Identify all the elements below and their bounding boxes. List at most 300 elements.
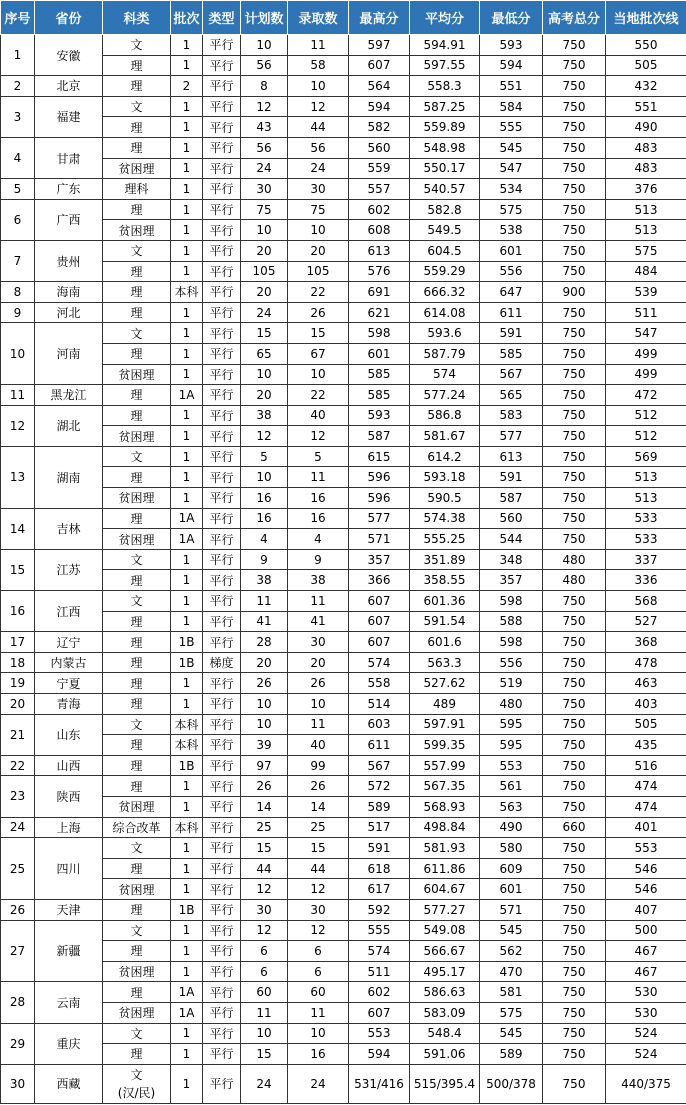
- table-row: [1, 508, 686, 529]
- planned-cell: 15: [241, 323, 288, 344]
- max-score-cell: 582: [349, 117, 410, 138]
- total-score-cell: 750: [543, 467, 606, 488]
- max-score-cell: 514: [349, 694, 410, 715]
- total-score-cell: 750: [543, 961, 606, 982]
- type-cell: 平行: [203, 776, 241, 797]
- avg-score-cell: 548.4: [410, 1023, 480, 1044]
- table-row: [1, 673, 686, 694]
- min-score-cell: 588: [480, 611, 543, 632]
- planned-cell: 10: [241, 467, 288, 488]
- province-name: 辽宁: [35, 632, 103, 653]
- min-score-cell: 553: [480, 755, 543, 776]
- type-cell: 平行: [203, 117, 241, 138]
- batch-line-cell: 546: [606, 879, 686, 900]
- admitted-cell: 38: [288, 570, 349, 591]
- batch-cell: 本科: [171, 817, 203, 838]
- min-score-cell: 601: [480, 240, 543, 261]
- province-name: 广东: [35, 179, 103, 200]
- planned-cell: 56: [241, 137, 288, 158]
- table-row: [1, 1002, 686, 1023]
- planned-cell: 24: [241, 158, 288, 179]
- table-row: [1, 282, 686, 303]
- batch-cell: 1B: [171, 899, 203, 920]
- total-score-cell: 750: [543, 591, 606, 612]
- avg-score-cell: 549.08: [410, 920, 480, 941]
- admitted-cell: 22: [288, 385, 349, 406]
- province-name: 内蒙古: [35, 652, 103, 673]
- batch-cell: 1: [171, 920, 203, 941]
- province-name: 湖南: [35, 446, 103, 508]
- type-cell: 平行: [203, 941, 241, 962]
- batch-cell: 1: [171, 323, 203, 344]
- min-score-cell: 595: [480, 714, 543, 735]
- max-score-cell: 594: [349, 96, 410, 117]
- row-number: 25: [1, 838, 35, 900]
- planned-cell: 65: [241, 343, 288, 364]
- min-score-cell: 519: [480, 673, 543, 694]
- avg-score-cell: 574: [410, 364, 480, 385]
- total-score-cell: 750: [543, 405, 606, 426]
- admitted-cell: 5: [288, 446, 349, 467]
- max-score-cell: 607: [349, 55, 410, 76]
- table-row: [1, 302, 686, 323]
- track-cell: 理: [103, 76, 171, 97]
- min-score-cell: 575: [480, 1002, 543, 1023]
- planned-cell: 14: [241, 796, 288, 817]
- max-score-cell: 607: [349, 611, 410, 632]
- table-row: [1, 591, 686, 612]
- column-header: 科类: [103, 1, 171, 35]
- total-score-cell: 480: [543, 570, 606, 591]
- total-score-cell: 750: [543, 611, 606, 632]
- max-score-cell: 557: [349, 179, 410, 200]
- batch-line-cell: 547: [606, 323, 686, 344]
- avg-score-cell: 559.89: [410, 117, 480, 138]
- max-score-cell: 591: [349, 838, 410, 859]
- batch-line-cell: 533: [606, 508, 686, 529]
- province-name: 黑龙江: [35, 385, 103, 406]
- admitted-cell: 40: [288, 405, 349, 426]
- type-cell: 平行: [203, 199, 241, 220]
- avg-score-cell: 614.2: [410, 446, 480, 467]
- batch-cell: 1: [171, 549, 203, 570]
- type-cell: 平行: [203, 879, 241, 900]
- max-score-cell: 607: [349, 632, 410, 653]
- min-score-cell: 571: [480, 899, 543, 920]
- row-number: 26: [1, 899, 35, 920]
- batch-line-cell: 524: [606, 1023, 686, 1044]
- batch-line-cell: 513: [606, 199, 686, 220]
- admitted-cell: 16: [288, 508, 349, 529]
- batch-line-cell: 530: [606, 982, 686, 1003]
- type-cell: 平行: [203, 735, 241, 756]
- planned-cell: 16: [241, 508, 288, 529]
- admitted-cell: 12: [288, 96, 349, 117]
- type-cell: 平行: [203, 467, 241, 488]
- admitted-cell: 12: [288, 879, 349, 900]
- admitted-cell: 30: [288, 632, 349, 653]
- table-row: [1, 611, 686, 632]
- total-score-cell: 750: [543, 261, 606, 282]
- min-score-cell: 480: [480, 694, 543, 715]
- type-cell: 平行: [203, 55, 241, 76]
- type-cell: 平行: [203, 1044, 241, 1065]
- row-number: 29: [1, 1023, 35, 1064]
- batch-cell: 1: [171, 364, 203, 385]
- total-score-cell: 750: [543, 1023, 606, 1044]
- admitted-cell: 15: [288, 838, 349, 859]
- table-row: [1, 179, 686, 200]
- max-score-cell: 602: [349, 199, 410, 220]
- planned-cell: 8: [241, 76, 288, 97]
- row-number: 27: [1, 920, 35, 982]
- batch-line-cell: 569: [606, 446, 686, 467]
- batch-cell: 1: [171, 611, 203, 632]
- total-score-cell: 750: [543, 1044, 606, 1065]
- planned-cell: 43: [241, 117, 288, 138]
- table-row: [1, 364, 686, 385]
- track-cell: 贫困理: [103, 158, 171, 179]
- batch-line-cell: 376: [606, 179, 686, 200]
- admitted-cell: 56: [288, 137, 349, 158]
- batch-line-cell: 527: [606, 611, 686, 632]
- province-name: 天津: [35, 899, 103, 920]
- batch-line-cell: 484: [606, 261, 686, 282]
- min-score-cell: 545: [480, 1023, 543, 1044]
- avg-score-cell: 568.93: [410, 796, 480, 817]
- table-row: [1, 426, 686, 447]
- planned-cell: 10: [241, 694, 288, 715]
- type-cell: 平行: [203, 426, 241, 447]
- admitted-cell: 20: [288, 652, 349, 673]
- batch-line-cell: 513: [606, 467, 686, 488]
- min-score-cell: 587: [480, 488, 543, 509]
- track-cell: 理: [103, 982, 171, 1003]
- batch-cell: 1: [171, 591, 203, 612]
- column-header: 高考总分: [543, 1, 606, 35]
- avg-score-cell: 601.6: [410, 632, 480, 653]
- table-row: [1, 838, 686, 859]
- total-score-cell: 750: [543, 323, 606, 344]
- avg-score-cell: 563.3: [410, 652, 480, 673]
- admitted-cell: 99: [288, 755, 349, 776]
- table-row: [1, 920, 686, 941]
- planned-cell: 39: [241, 735, 288, 756]
- max-score-cell: 597: [349, 35, 410, 56]
- track-cell: 贫困理: [103, 961, 171, 982]
- type-cell: 平行: [203, 982, 241, 1003]
- avg-score-cell: 593.6: [410, 323, 480, 344]
- avg-score-cell: 597.55: [410, 55, 480, 76]
- planned-cell: 6: [241, 961, 288, 982]
- track-cell: 理: [103, 776, 171, 797]
- total-score-cell: 750: [543, 529, 606, 550]
- admitted-cell: 12: [288, 920, 349, 941]
- batch-line-cell: 483: [606, 158, 686, 179]
- batch-cell: 1: [171, 858, 203, 879]
- batch-line-cell: 575: [606, 240, 686, 261]
- avg-score-cell: 593.18: [410, 467, 480, 488]
- type-cell: 平行: [203, 1023, 241, 1044]
- batch-cell: 1: [171, 796, 203, 817]
- type-cell: 平行: [203, 673, 241, 694]
- batch-line-cell: 483: [606, 137, 686, 158]
- batch-line-cell: 500: [606, 920, 686, 941]
- batch-cell: 1: [171, 137, 203, 158]
- total-score-cell: 750: [543, 652, 606, 673]
- row-number: 16: [1, 591, 35, 632]
- min-score-cell: 598: [480, 591, 543, 612]
- province-name: 陕西: [35, 776, 103, 817]
- province-name: 广西: [35, 199, 103, 240]
- total-score-cell: 750: [543, 35, 606, 56]
- avg-score-cell: 587.79: [410, 343, 480, 364]
- min-score-cell: 357: [480, 570, 543, 591]
- province-name: 山西: [35, 755, 103, 776]
- planned-cell: 25: [241, 817, 288, 838]
- admitted-cell: 44: [288, 117, 349, 138]
- batch-line-cell: 467: [606, 961, 686, 982]
- batch-cell: 1A: [171, 508, 203, 529]
- track-cell: 贫困理: [103, 529, 171, 550]
- batch-cell: 1B: [171, 755, 203, 776]
- type-cell: 平行: [203, 302, 241, 323]
- track-cell: 文: [103, 714, 171, 735]
- table-row: [1, 714, 686, 735]
- row-number: 11: [1, 385, 35, 406]
- admitted-cell: 11: [288, 591, 349, 612]
- track-cell: 理: [103, 343, 171, 364]
- planned-cell: 6: [241, 941, 288, 962]
- max-score-cell: 602: [349, 982, 410, 1003]
- planned-cell: 12: [241, 879, 288, 900]
- total-score-cell: 750: [543, 694, 606, 715]
- avg-score-cell: 666.32: [410, 282, 480, 303]
- column-header: 当地批次线: [606, 1, 686, 35]
- column-header: 类型: [203, 1, 241, 35]
- track-cell: 理: [103, 55, 171, 76]
- avg-score-cell: 597.91: [410, 714, 480, 735]
- province-name: 青海: [35, 694, 103, 715]
- admitted-cell: 44: [288, 858, 349, 879]
- table-row: [1, 1044, 686, 1065]
- batch-line-cell: 368: [606, 632, 686, 653]
- avg-score-cell: 577.24: [410, 385, 480, 406]
- column-header: 平均分: [410, 1, 480, 35]
- total-score-cell: 750: [543, 117, 606, 138]
- batch-line-cell: 530: [606, 1002, 686, 1023]
- table-row: [1, 117, 686, 138]
- avg-score-cell: 549.5: [410, 220, 480, 241]
- planned-cell: 16: [241, 488, 288, 509]
- track-cell: 文: [103, 446, 171, 467]
- track-cell: 理: [103, 282, 171, 303]
- row-number: 13: [1, 446, 35, 508]
- max-score-cell: 576: [349, 261, 410, 282]
- track-cell: 理: [103, 941, 171, 962]
- track-cell: 理: [103, 137, 171, 158]
- batch-cell: 1: [171, 673, 203, 694]
- province-name: 河北: [35, 302, 103, 323]
- type-cell: 平行: [203, 899, 241, 920]
- province-name: 河南: [35, 323, 103, 385]
- total-score-cell: 750: [543, 673, 606, 694]
- table-row: [1, 817, 686, 838]
- min-score-cell: 470: [480, 961, 543, 982]
- avg-score-cell: 599.35: [410, 735, 480, 756]
- type-cell: 平行: [203, 158, 241, 179]
- province-name: 西藏: [35, 1064, 103, 1103]
- total-score-cell: 750: [543, 941, 606, 962]
- province-name: 吉林: [35, 508, 103, 549]
- min-score-cell: 591: [480, 323, 543, 344]
- total-score-cell: 750: [543, 343, 606, 364]
- planned-cell: 15: [241, 838, 288, 859]
- type-cell: 平行: [203, 549, 241, 570]
- table-row: [1, 694, 686, 715]
- admitted-cell: 10: [288, 76, 349, 97]
- total-score-cell: 750: [543, 446, 606, 467]
- max-score-cell: 567: [349, 755, 410, 776]
- admitted-cell: 12: [288, 426, 349, 447]
- admitted-cell: 26: [288, 302, 349, 323]
- admitted-cell: 30: [288, 899, 349, 920]
- batch-line-cell: 472: [606, 385, 686, 406]
- track-cell: 贫困理: [103, 220, 171, 241]
- row-number: 18: [1, 652, 35, 673]
- column-header: 录取数: [288, 1, 349, 35]
- min-score-cell: 598: [480, 632, 543, 653]
- table-row: [1, 55, 686, 76]
- table-row: [1, 529, 686, 550]
- batch-cell: 1: [171, 343, 203, 364]
- total-score-cell: 750: [543, 426, 606, 447]
- batch-line-cell: 513: [606, 488, 686, 509]
- min-score-cell: 591: [480, 467, 543, 488]
- row-number: 7: [1, 240, 35, 281]
- max-score-cell: 601: [349, 343, 410, 364]
- avg-score-cell: 591.54: [410, 611, 480, 632]
- batch-cell: 1: [171, 179, 203, 200]
- batch-cell: 1B: [171, 652, 203, 673]
- admitted-cell: 15: [288, 323, 349, 344]
- avg-score-cell: 351.89: [410, 549, 480, 570]
- batch-cell: 1: [171, 941, 203, 962]
- row-number: 3: [1, 96, 35, 137]
- planned-cell: 11: [241, 1002, 288, 1023]
- planned-cell: 10: [241, 220, 288, 241]
- max-score-cell: 596: [349, 467, 410, 488]
- min-score-cell: 567: [480, 364, 543, 385]
- avg-score-cell: 495.17: [410, 961, 480, 982]
- row-number: 2: [1, 76, 35, 97]
- min-score-cell: 538: [480, 220, 543, 241]
- max-score-cell: 608: [349, 220, 410, 241]
- max-score-cell: 560: [349, 137, 410, 158]
- row-number: 1: [1, 35, 35, 76]
- type-cell: 平行: [203, 611, 241, 632]
- admitted-cell: 25: [288, 817, 349, 838]
- province-name: 江苏: [35, 549, 103, 590]
- row-number: 9: [1, 302, 35, 323]
- province-name: 福建: [35, 96, 103, 137]
- total-score-cell: 660: [543, 817, 606, 838]
- total-score-cell: 750: [543, 920, 606, 941]
- max-score-cell: 585: [349, 385, 410, 406]
- avg-score-cell: 601.36: [410, 591, 480, 612]
- planned-cell: 20: [241, 385, 288, 406]
- type-cell: 平行: [203, 220, 241, 241]
- admitted-cell: 11: [288, 714, 349, 735]
- batch-cell: 1: [171, 446, 203, 467]
- track-cell: 理: [103, 508, 171, 529]
- avg-score-cell: 591.06: [410, 1044, 480, 1065]
- total-score-cell: 750: [543, 508, 606, 529]
- column-header: 计划数: [241, 1, 288, 35]
- max-score-cell: 559: [349, 158, 410, 179]
- column-header: 最低分: [480, 1, 543, 35]
- avg-score-cell: 604.5: [410, 240, 480, 261]
- avg-score-cell: 581.67: [410, 426, 480, 447]
- max-score-cell: 574: [349, 941, 410, 962]
- max-score-cell: 617: [349, 879, 410, 900]
- batch-line-cell: 546: [606, 858, 686, 879]
- min-score-cell: 565: [480, 385, 543, 406]
- min-score-cell: 562: [480, 941, 543, 962]
- min-score-cell: 563: [480, 796, 543, 817]
- type-cell: 平行: [203, 508, 241, 529]
- table-row: [1, 35, 686, 56]
- track-cell: 理: [103, 1044, 171, 1065]
- track-cell: 理科: [103, 179, 171, 200]
- batch-cell: 1: [171, 1044, 203, 1065]
- min-score-cell: 556: [480, 652, 543, 673]
- avg-score-cell: 604.67: [410, 879, 480, 900]
- batch-line-cell: 440/375: [606, 1064, 686, 1103]
- table-row: [1, 755, 686, 776]
- type-cell: 平行: [203, 591, 241, 612]
- planned-cell: 4: [241, 529, 288, 550]
- total-score-cell: 750: [543, 858, 606, 879]
- avg-score-cell: 611.86: [410, 858, 480, 879]
- table-row: [1, 1023, 686, 1044]
- max-score-cell: 558: [349, 673, 410, 694]
- total-score-cell: 750: [543, 838, 606, 859]
- planned-cell: 105: [241, 261, 288, 282]
- total-score-cell: 750: [543, 796, 606, 817]
- batch-line-cell: 432: [606, 76, 686, 97]
- table-row: [1, 323, 686, 344]
- type-cell: 梯度: [203, 652, 241, 673]
- batch-cell: 1A: [171, 529, 203, 550]
- type-cell: 平行: [203, 261, 241, 282]
- batch-cell: 1: [171, 302, 203, 323]
- max-score-cell: 357: [349, 549, 410, 570]
- table-row: [1, 467, 686, 488]
- min-score-cell: 611: [480, 302, 543, 323]
- batch-cell: 1: [171, 117, 203, 138]
- planned-cell: 20: [241, 652, 288, 673]
- planned-cell: 56: [241, 55, 288, 76]
- min-score-cell: 593: [480, 35, 543, 56]
- admitted-cell: 11: [288, 467, 349, 488]
- track-cell: 理: [103, 117, 171, 138]
- avg-score-cell: 614.08: [410, 302, 480, 323]
- column-header: 最高分: [349, 1, 410, 35]
- row-number: 4: [1, 137, 35, 178]
- total-score-cell: 750: [543, 302, 606, 323]
- min-score-cell: 547: [480, 158, 543, 179]
